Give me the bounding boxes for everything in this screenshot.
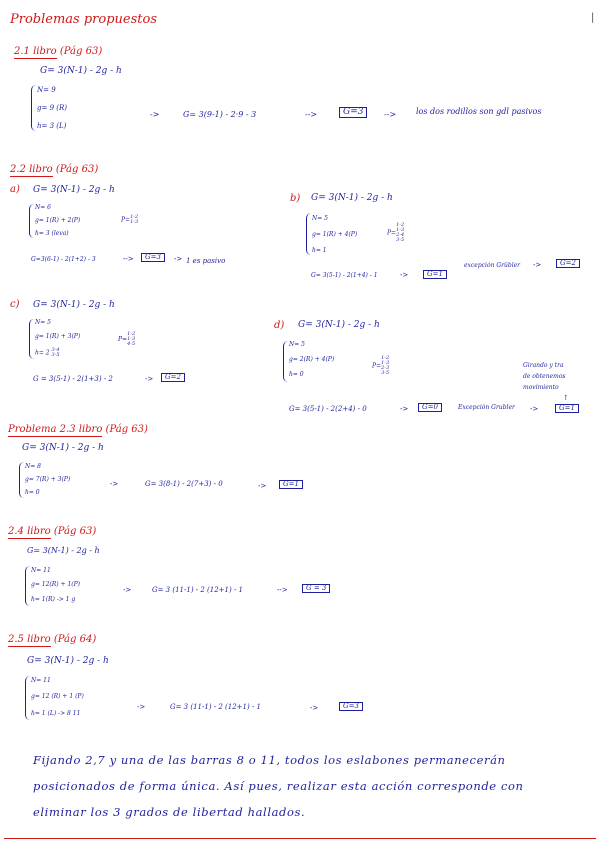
p25-var-n: N= 11 bbox=[31, 677, 51, 684]
p21-formula: G= 3(N-1) - 2g - h bbox=[40, 66, 122, 76]
p24-var-g: g= 12(R) + 1(P) bbox=[31, 581, 80, 588]
p25-arrow: -> bbox=[137, 703, 146, 711]
p22d-var-n: N= 5 bbox=[289, 341, 306, 348]
p22b-note: excepción Grübler bbox=[464, 262, 521, 269]
p23-heading: Problema 2.3 libro (Pág 63) bbox=[8, 424, 148, 435]
p22a-arrow2: -> bbox=[174, 255, 183, 263]
p22a-formula: G= 3(N-1) - 2g - h bbox=[33, 185, 115, 195]
p21-calc: G= 3(9-1) - 2·9 - 3 bbox=[183, 110, 257, 119]
margin-mark: | bbox=[591, 12, 595, 23]
p22b-arrow2: -> bbox=[400, 271, 409, 279]
p25-result: G=3 bbox=[339, 702, 363, 711]
p22b-var-g: g= 1(R) + 4(P) bbox=[312, 231, 358, 238]
p24-calc: G= 3 (11-1) - 2 (12+1) - 1 bbox=[152, 586, 243, 594]
p22b-result: G=1 bbox=[423, 270, 447, 279]
p25-calc: G= 3 (11-1) - 2 (12+1) - 1 bbox=[170, 703, 261, 711]
p25-var-g: g= 12 (R) + 1 (P) bbox=[31, 693, 84, 700]
p22a-label: a) bbox=[10, 184, 20, 195]
p23-var-n: N= 8 bbox=[25, 463, 42, 470]
p21-arrow: -> bbox=[150, 110, 160, 119]
p22a-arrow: --> bbox=[123, 255, 134, 263]
p22a-p: P=1-2 1-3 bbox=[121, 214, 139, 225]
closing-line-3: eliminar los 3 grados de libertad hallados. bbox=[33, 805, 306, 819]
p22d-note-arrow: ↑ bbox=[563, 394, 569, 402]
p21-result: G=3 bbox=[339, 107, 367, 118]
p22b-label: b) bbox=[290, 193, 301, 204]
p22a-var-g: g= 1(R) + 2(P) bbox=[35, 217, 81, 224]
p22d-note-1: Girando y tra bbox=[523, 362, 564, 369]
closing-line-1: Fijando 2,7 y una de las barras 8 o 11, todos los eslabones permanecerán bbox=[33, 753, 506, 767]
p22c-var-n: N= 5 bbox=[35, 319, 52, 326]
p22a-calc: G=3(6-1) - 2(1+2) - 3 bbox=[31, 256, 96, 263]
p22a-var-n: N= 6 bbox=[35, 204, 52, 211]
p21-var-h: h= 3 (L) bbox=[37, 122, 67, 130]
p22b-var-n: N= 5 bbox=[312, 215, 329, 222]
p23-var-h: h= 0 bbox=[25, 489, 40, 496]
p22d-var-g: g= 2(R) + 4(P) bbox=[289, 356, 335, 363]
p22a-result: G=3 bbox=[141, 253, 165, 262]
page-title: Problemas propuestos bbox=[10, 12, 157, 27]
p24-var-n: N= 11 bbox=[31, 567, 51, 574]
p24-formula: G= 3(N-1) - 2g - h bbox=[27, 546, 100, 555]
p22d-arrow2: -> bbox=[530, 405, 539, 413]
p23-formula: G= 3(N-1) - 2g - h bbox=[22, 443, 104, 453]
p22b-p: P=1-2 1-3 2-4 3-5 bbox=[387, 222, 405, 243]
p22c-p: P=1-2 1-3 4-5 bbox=[118, 331, 136, 347]
bottom-rule bbox=[4, 838, 596, 839]
p25-formula: G= 3(N-1) - 2g - h bbox=[27, 656, 109, 666]
p24-arrow: -> bbox=[123, 586, 132, 594]
p22c-label: c) bbox=[10, 299, 20, 310]
p21-var-n: N= 9 bbox=[37, 86, 56, 94]
p25-var-h: h= 1 (L) -> 8 11 bbox=[31, 710, 81, 717]
p22c-var-h: h= 2 3-4 3-5 bbox=[35, 347, 60, 358]
p22d-note-3: movimiento bbox=[523, 384, 559, 391]
p25-heading: 2.5 libro (Pág 64) bbox=[8, 634, 97, 645]
p23-calc: G= 3(8-1) - 2(7+3) - 0 bbox=[145, 480, 223, 488]
p22c-result: G=2 bbox=[161, 373, 185, 382]
p22c-formula: G= 3(N-1) - 2g - h bbox=[33, 300, 115, 310]
p22d-note-2: de obtenemos bbox=[523, 373, 566, 380]
p22a-note: 1 es pasivo bbox=[186, 257, 226, 265]
p22d-result: G=0 bbox=[418, 403, 442, 412]
p22b-arrow: -> bbox=[533, 261, 542, 269]
p23-arrow2: -> bbox=[258, 482, 267, 490]
p22d-exception: Excepción Grubler bbox=[458, 404, 515, 411]
p22b-formula: G= 3(N-1) - 2g - h bbox=[311, 193, 393, 203]
p22d-var-h: h= 0 bbox=[289, 371, 304, 378]
p24-arrow2: --> bbox=[277, 586, 288, 594]
p22d-label: d) bbox=[274, 320, 285, 331]
p21-var-g: g= 9 (R) bbox=[37, 104, 67, 112]
p25-arrow2: -> bbox=[310, 704, 319, 712]
p22-heading: 2.2 libro (Pág 63) bbox=[10, 164, 99, 175]
p23-arrow: -> bbox=[110, 480, 119, 488]
closing-line-2: posicionados de forma única. Así pues, realizar esta acción corresponde con bbox=[33, 779, 524, 793]
p23-var-g: g= 7(R) + 3(P) bbox=[25, 476, 71, 483]
p22d-p: P=1-2 1-3 2-3 3-5 bbox=[372, 355, 390, 376]
p22d-result2: G=1 bbox=[555, 404, 579, 413]
p21-note: los dos rodillos son gdl pasivos bbox=[416, 107, 542, 116]
p22b-result2: G=2 bbox=[556, 259, 580, 268]
p21-arrow3: --> bbox=[384, 110, 397, 119]
p22c-arrow: -> bbox=[145, 375, 154, 383]
p22d-formula: G= 3(N-1) - 2g - h bbox=[298, 320, 380, 330]
p24-var-h: h= 1(R) -> 1 g bbox=[31, 596, 76, 603]
p21-heading: 2.1 libro (Pág 63) bbox=[14, 46, 103, 57]
p22b-var-h: h= 1 bbox=[312, 247, 327, 254]
p22b-calc: G= 3(5-1) - 2(1+4) - 1 bbox=[311, 272, 378, 279]
p22a-var-h: h= 3 (leva) bbox=[35, 230, 69, 237]
p23-result: G=1 bbox=[279, 480, 303, 489]
p22c-calc: G = 3(5-1) - 2(1+3) - 2 bbox=[33, 375, 113, 383]
p24-heading: 2.4 libro (Pág 63) bbox=[8, 526, 97, 537]
p22d-arrow: -> bbox=[400, 405, 409, 413]
p24-result: G = 3 bbox=[302, 584, 330, 593]
p22c-var-g: g= 1(R) + 3(P) bbox=[35, 333, 81, 340]
p22d-calc: G= 3(5-1) - 2(2+4) - 0 bbox=[289, 405, 367, 413]
p21-arrow2: --> bbox=[305, 110, 318, 119]
